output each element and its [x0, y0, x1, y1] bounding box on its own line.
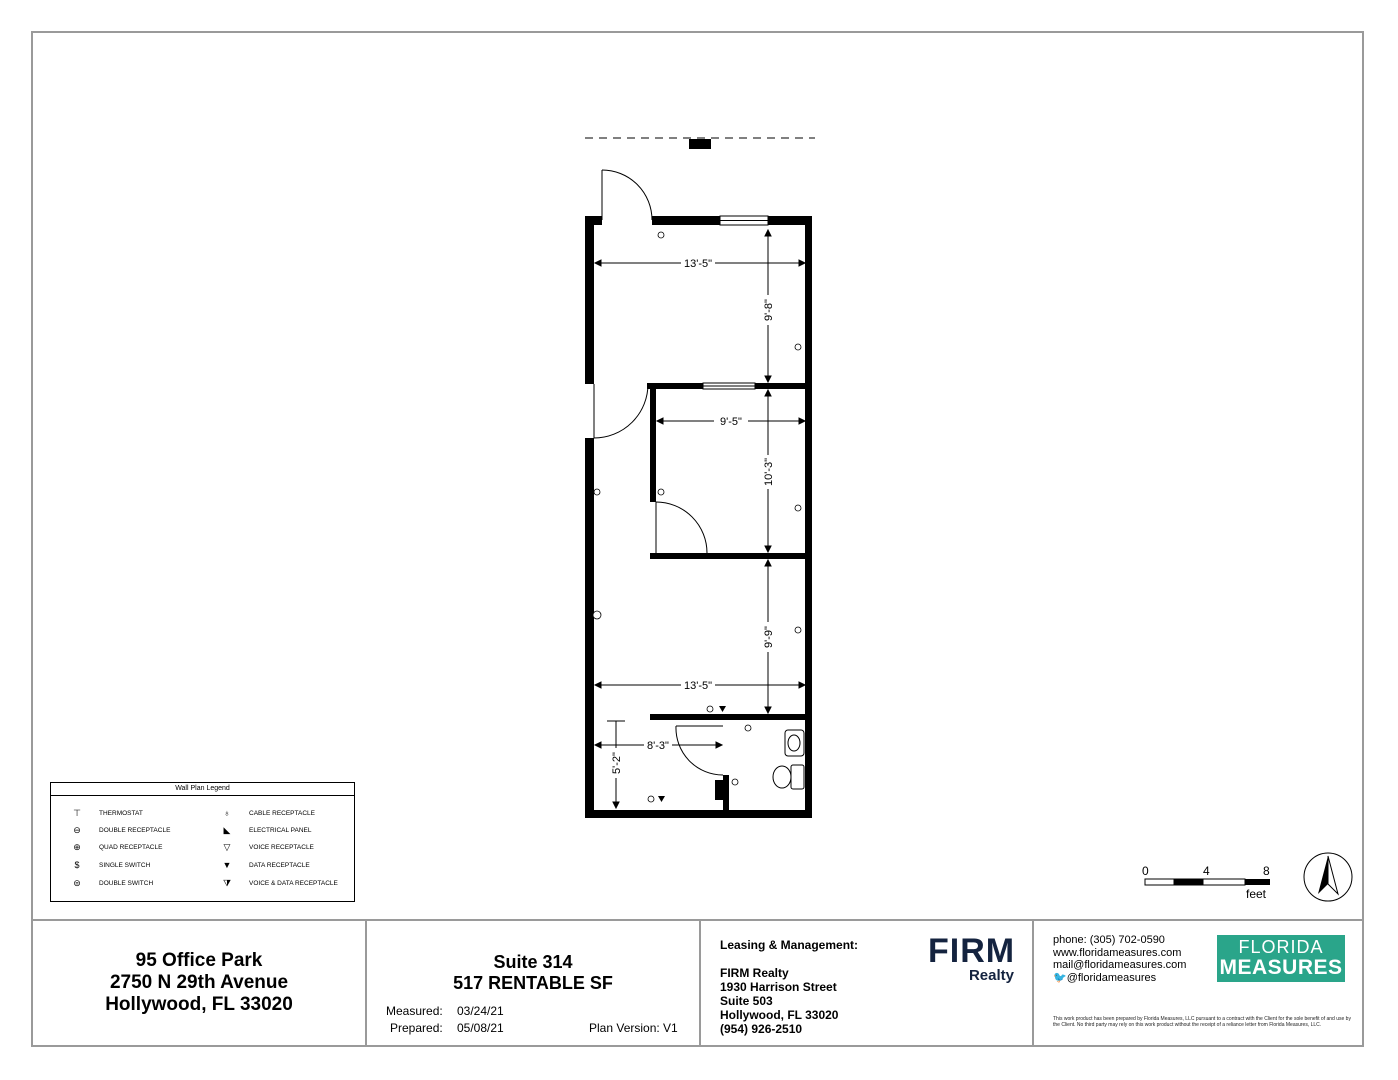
fm-email[interactable]: mail@floridameasures.com [1053, 959, 1187, 971]
fm-logo-line1: FLORIDA [1238, 937, 1324, 957]
windows [703, 216, 768, 389]
prepared-date: 05/08/21 [457, 1021, 504, 1035]
electrical-panel-icon: ◣ [223, 825, 231, 835]
legend-label: CABLE RECEPTACLE [249, 809, 315, 817]
plan-version: Plan Version: V1 [589, 1021, 678, 1035]
legend-label: DOUBLE SWITCH [99, 880, 154, 887]
address-line: 2750 N 29th Avenue [109, 972, 289, 993]
double-switch-icon: ⊜ [73, 878, 81, 888]
fm-twitter-row[interactable] [1053, 972, 1186, 985]
scale-bar [1145, 879, 1270, 885]
quad-receptacle-icon: ⊕ [73, 842, 81, 852]
leasing-company: FIRM Realty [720, 966, 789, 980]
property-address [33, 950, 365, 1016]
legend-item [68, 842, 162, 853]
column-marker [689, 139, 711, 149]
dim-top-width: 13'-5" [683, 258, 713, 270]
dim-rear-depth: 9'-9" [763, 626, 775, 648]
firm-logo-subtext: Realty [968, 967, 1014, 984]
legend-item [68, 860, 150, 870]
legend-item [218, 808, 315, 818]
address-line: Hollywood, FL 33020 [105, 994, 293, 1015]
leasing-suite: Suite 503 [720, 994, 773, 1008]
data-outlet-2 [658, 796, 665, 802]
twitter-icon: 🐦 [1053, 971, 1067, 984]
legend-label: ELECTRICAL PANEL [249, 827, 312, 834]
legend-label: QUAD RECEPTACLE [99, 844, 163, 851]
dim-office-width: 9'-5" [720, 416, 742, 428]
double-receptacle-icon: ⊖ [73, 825, 81, 835]
cable-receptacle-icon: ♁ [223, 808, 231, 818]
thermostat-icon: ⊤ [73, 808, 81, 818]
leasing-city: Hollywood, FL 33020 [720, 1008, 839, 1022]
voice-data-receptacle-icon: ⧩ [222, 878, 232, 888]
dim-rear-width: 13'-5" [683, 680, 713, 692]
rentable-area: 517 RENTABLE SF [453, 973, 613, 993]
electrical-panel [715, 780, 723, 800]
dim-bath-width: 8'-3" [647, 740, 669, 752]
legend-label: DOUBLE RECEPTACLE [99, 827, 171, 834]
legend-item [218, 878, 338, 889]
prepared-label: Prepared: [390, 1021, 443, 1035]
legend-item [68, 808, 143, 819]
data-receptacle-icon: ▼ [222, 860, 232, 870]
legend-item [218, 825, 312, 836]
legend-label: VOICE RECEPTACLE [249, 844, 314, 851]
north-arrow-icon [1304, 853, 1352, 901]
leasing-phone: (954) 926-2510 [720, 1022, 803, 1036]
disclaimer: This work product has been prepared by Florida Measures, LLC pursuant to a contract with the Client for the sole benefit of and use by the Client. No third party may rely on this work product without the receipt of a reliance letter from Florida Measures, LLC. [1053, 1016, 1351, 1028]
fm-website[interactable]: www.floridameasures.com [1053, 946, 1182, 959]
scale-tick-8: 8 [1263, 864, 1270, 878]
legend-item [68, 878, 153, 889]
suite-number: Suite 314 [493, 952, 573, 972]
legend-item [218, 860, 310, 870]
leasing-street: 1930 Harrison Street [720, 980, 837, 994]
dim-office-depth: 10'-3" [763, 457, 775, 487]
title-divider-3 [1032, 921, 1034, 1047]
firm-realty-logo [928, 934, 1018, 990]
legend-label: THERMOSTAT [99, 810, 143, 817]
data-outlet-1 [719, 706, 726, 712]
scale-unit: feet [1246, 887, 1267, 901]
florida-measures-contact [1053, 934, 1186, 984]
suite-info [367, 952, 699, 994]
walls [585, 216, 812, 818]
fm-logo-line2: MEASURES [1219, 956, 1343, 979]
scale-tick-4: 4 [1203, 864, 1210, 878]
legend-title: Wall Plan Legend [51, 783, 354, 796]
legend-label: DATA RECEPTACLE [249, 861, 310, 869]
leasing-contact [720, 966, 838, 1036]
address-line: 95 Office Park [135, 950, 263, 971]
scale-tick-0: 0 [1142, 864, 1149, 878]
legend-label: VOICE & DATA RECEPTACLE [249, 880, 338, 887]
fm-phone: phone: (305) 702-0590 [1053, 934, 1165, 946]
fm-twitter: @floridameasures [1066, 971, 1157, 984]
bathroom-fixtures [773, 730, 804, 789]
voice-receptacle-icon: ▽ [223, 842, 231, 852]
leasing-heading: Leasing & Management: [720, 938, 859, 952]
single-switch-icon: $ [74, 860, 80, 870]
title-block-divider [31, 919, 1364, 921]
florida-measures-logo [1217, 935, 1345, 982]
wall-plan-legend [50, 782, 355, 902]
legend-label: SINGLE SWITCH [99, 861, 151, 869]
legend-item [68, 825, 170, 836]
title-divider-2 [699, 921, 701, 1047]
dim-top-depth: 9'-8" [763, 299, 775, 321]
dim-bath-depth: 5'-2" [611, 752, 623, 774]
measured-label: Measured: [386, 1004, 443, 1018]
legend-item [218, 842, 314, 853]
firm-logo-text: FIRM [928, 932, 1016, 970]
measured-date: 03/24/21 [457, 1004, 504, 1018]
